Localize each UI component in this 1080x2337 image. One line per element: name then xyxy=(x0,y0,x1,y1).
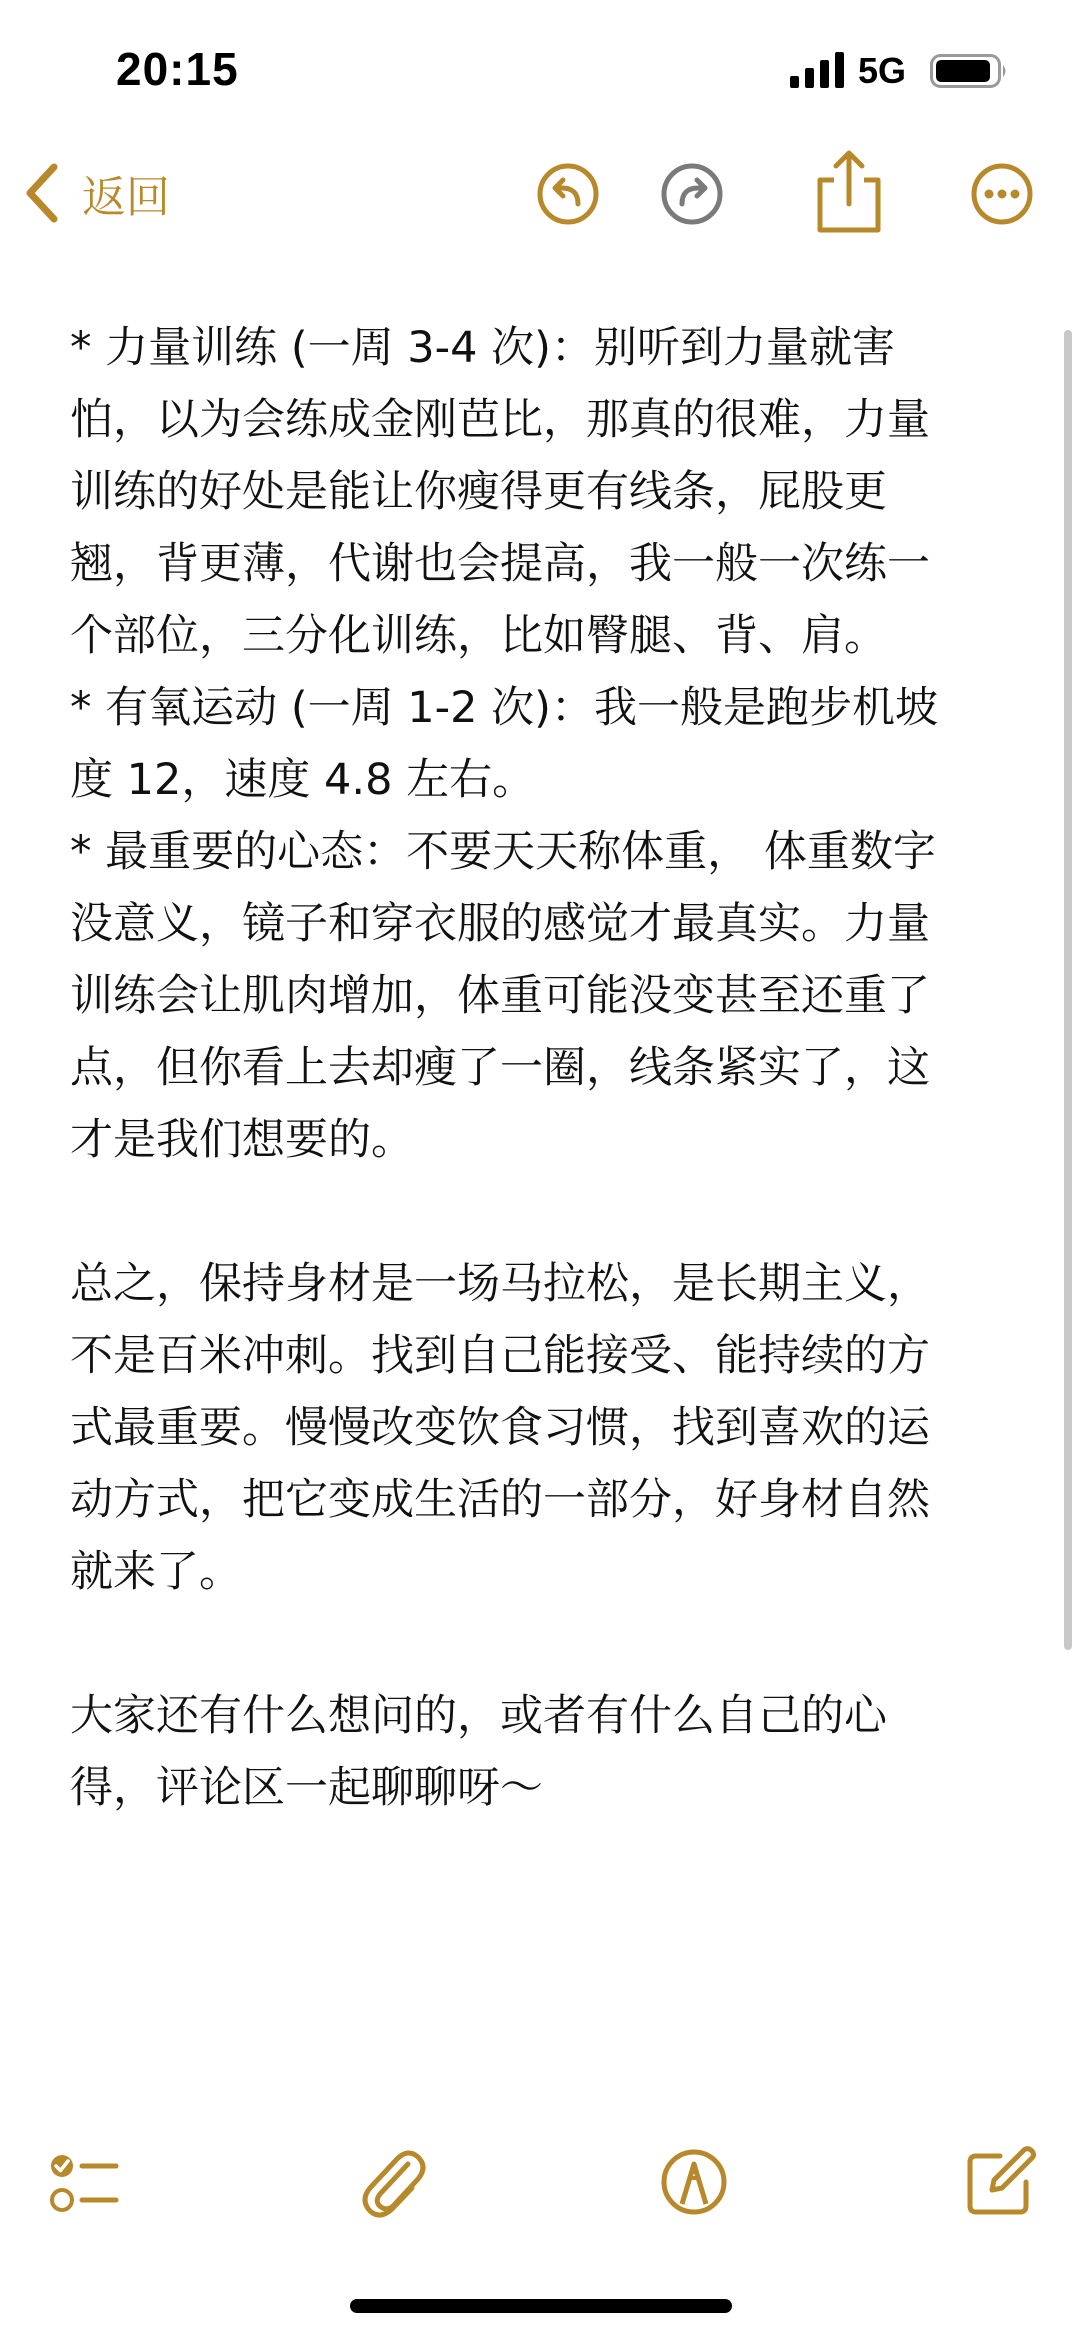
home-indicator[interactable] xyxy=(350,2299,732,2313)
blank-line xyxy=(70,1176,1020,1248)
share-icon[interactable] xyxy=(806,146,892,236)
chevron-left-icon xyxy=(22,161,62,225)
note-line: 训练会让肌肉增加，体重可能没变甚至还重了 xyxy=(70,971,930,1021)
note-nav-bar xyxy=(0,140,1080,250)
redo-icon[interactable] xyxy=(652,154,732,234)
bottom-toolbar xyxy=(0,2130,1080,2250)
note-line: 才是我们想要的。 xyxy=(70,1115,414,1165)
status-bar xyxy=(0,0,1080,140)
note-line: 点，但你看上去却瘦了一圈，线条紧实了，这 xyxy=(70,1043,930,1093)
note-line: 就来了。 xyxy=(70,1547,242,1597)
note-line: 动方式，把它变成生活的一部分，好身材自然 xyxy=(70,1475,930,1525)
note-line: 翘，背更薄，代谢也会提高，我一般一次练一 xyxy=(70,539,930,589)
back-label: 返回 xyxy=(82,172,170,223)
more-options-icon[interactable] xyxy=(962,154,1042,234)
note-line: 式最重要。慢慢改变饮食习惯，找到喜欢的运 xyxy=(70,1403,930,1453)
note-line: 个部位，三分化训练，比如臀腿、背、肩。 xyxy=(70,611,887,661)
undo-icon[interactable] xyxy=(528,154,608,234)
compose-icon[interactable] xyxy=(960,2142,1040,2222)
note-line: 不是百米冲刺。找到自己能接受、能持续的方 xyxy=(70,1331,930,1381)
note-line: * 最重要的心态：不要天天称体重， 体重数字 xyxy=(70,827,936,877)
checklist-icon[interactable] xyxy=(44,2142,124,2222)
note-line: * 有氧运动 (一周 1-2 次)：我一般是跑步机坡 xyxy=(70,683,938,733)
vertical-scrollbar[interactable] xyxy=(1064,330,1072,1650)
paperclip-icon[interactable] xyxy=(352,2142,432,2222)
blank-line xyxy=(70,1608,1020,1680)
note-line: 怕，以为会练成金刚芭比，那真的很难，力量 xyxy=(70,395,930,445)
markup-pen-icon[interactable] xyxy=(654,2142,734,2222)
network-type: 5G xyxy=(858,50,907,91)
note-line: 没意义，镜子和穿衣服的感觉才最真实。力量 xyxy=(70,899,930,949)
signal-bars-icon xyxy=(790,52,844,88)
note-line: 总之，保持身材是一场马拉松，是长期主义， xyxy=(70,1259,930,1309)
note-line: 度 12，速度 4.8 左右。 xyxy=(70,755,536,805)
note-line: 得，评论区一起聊聊呀～ xyxy=(70,1763,543,1813)
status-time: 20:15 xyxy=(116,43,239,95)
note-content[interactable] xyxy=(70,312,1020,1824)
note-line: 训练的好处是能让你瘦得更有线条，屁股更 xyxy=(70,467,887,517)
note-line: * 力量训练 (一周 3-4 次)：别听到力量就害 xyxy=(70,323,895,373)
back-button[interactable] xyxy=(22,158,170,228)
note-line: 大家还有什么想问的，或者有什么自己的心 xyxy=(70,1691,887,1741)
battery-icon xyxy=(930,54,1010,88)
